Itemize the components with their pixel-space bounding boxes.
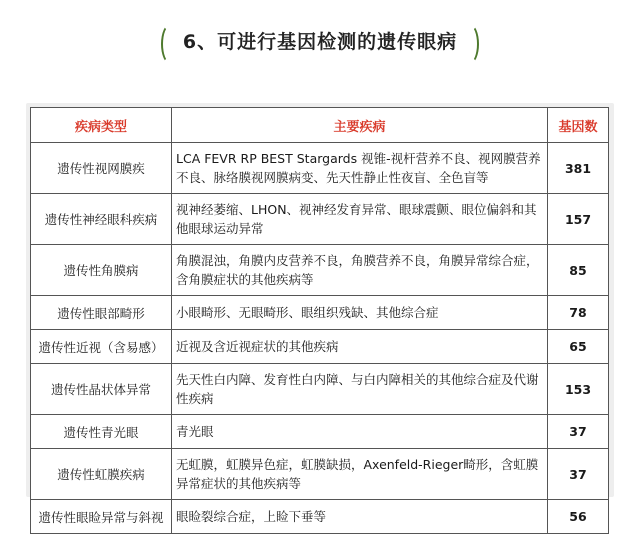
disease-table: [30, 107, 609, 534]
gene-count-cell: 381: [548, 143, 609, 194]
gene-count-cell: 157: [548, 194, 609, 245]
disease-type-cell: 遗传性近视（含易感）: [31, 330, 172, 364]
disease-type-cell: 遗传性神经眼科疾病: [31, 194, 172, 245]
left-brace-icon: [161, 24, 179, 64]
main-disease-cell: 眼睑裂综合症，上睑下垂等: [172, 500, 548, 534]
header-gene-count: 基因数: [548, 108, 609, 143]
table-header-row: [31, 108, 609, 143]
table-row: [31, 500, 609, 534]
header-main-disease: 主要疾病: [172, 108, 548, 143]
gene-count-cell: 37: [548, 415, 609, 449]
main-disease-cell: 青光眼: [172, 415, 548, 449]
main-disease-cell: 视神经萎缩、LHON、视神经发育异常、眼球震颤、眼位偏斜和其他眼球运动异常: [172, 194, 548, 245]
table-row: [31, 143, 609, 194]
disease-type-cell: 遗传性视网膜疾: [31, 143, 172, 194]
main-disease-cell: 小眼畸形、无眼畸形、眼组织残缺、其他综合症: [172, 296, 548, 330]
disease-type-cell: 遗传性眼睑异常与斜视: [31, 500, 172, 534]
table-row: [31, 364, 609, 415]
table-row: [31, 245, 609, 296]
table-row: [31, 330, 609, 364]
table-row: [31, 415, 609, 449]
main-disease-cell: LCA FEVR RP BEST Stargards 视锥-视杆营养不良、视网膜营养不良、脉络膜视网膜病变、先天性静止性夜盲、全色盲等: [172, 143, 548, 194]
disease-type-cell: 遗传性青光眼: [31, 415, 172, 449]
disease-type-cell: 遗传性眼部畸形: [31, 296, 172, 330]
gene-count-cell: 37: [548, 449, 609, 500]
gene-count-cell: 78: [548, 296, 609, 330]
disease-type-cell: 遗传性晶状体异常: [31, 364, 172, 415]
gene-count-cell: 65: [548, 330, 609, 364]
gene-count-cell: 153: [548, 364, 609, 415]
table-row: [31, 194, 609, 245]
title-area: [0, 22, 640, 62]
right-brace-icon: [461, 24, 479, 64]
disease-type-cell: 遗传性角膜病: [31, 245, 172, 296]
disease-type-cell: 遗传性虹膜疾病: [31, 449, 172, 500]
gene-count-cell: 56: [548, 500, 609, 534]
table-row: [31, 296, 609, 330]
header-disease-type: 疾病类型: [31, 108, 172, 143]
page-title: 6、可进行基因检测的遗传眼病: [182, 31, 458, 53]
main-disease-cell: 角膜混浊，角膜内皮营养不良，角膜营养不良，角膜异常综合症，含角膜症状的其他疾病等: [172, 245, 548, 296]
table-row: [31, 449, 609, 500]
gene-count-cell: 85: [548, 245, 609, 296]
main-disease-cell: 无虹膜，虹膜异色症，虹膜缺损，Axenfeld-Rieger畸形，含虹膜异常症状的其他疾病等: [172, 449, 548, 500]
title-box: [161, 22, 479, 62]
main-disease-cell: 先天性白内障、发育性白内障、与白内障相关的其他综合症及代谢性疾病: [172, 364, 548, 415]
main-disease-cell: 近视及含近视症状的其他疾病: [172, 330, 548, 364]
